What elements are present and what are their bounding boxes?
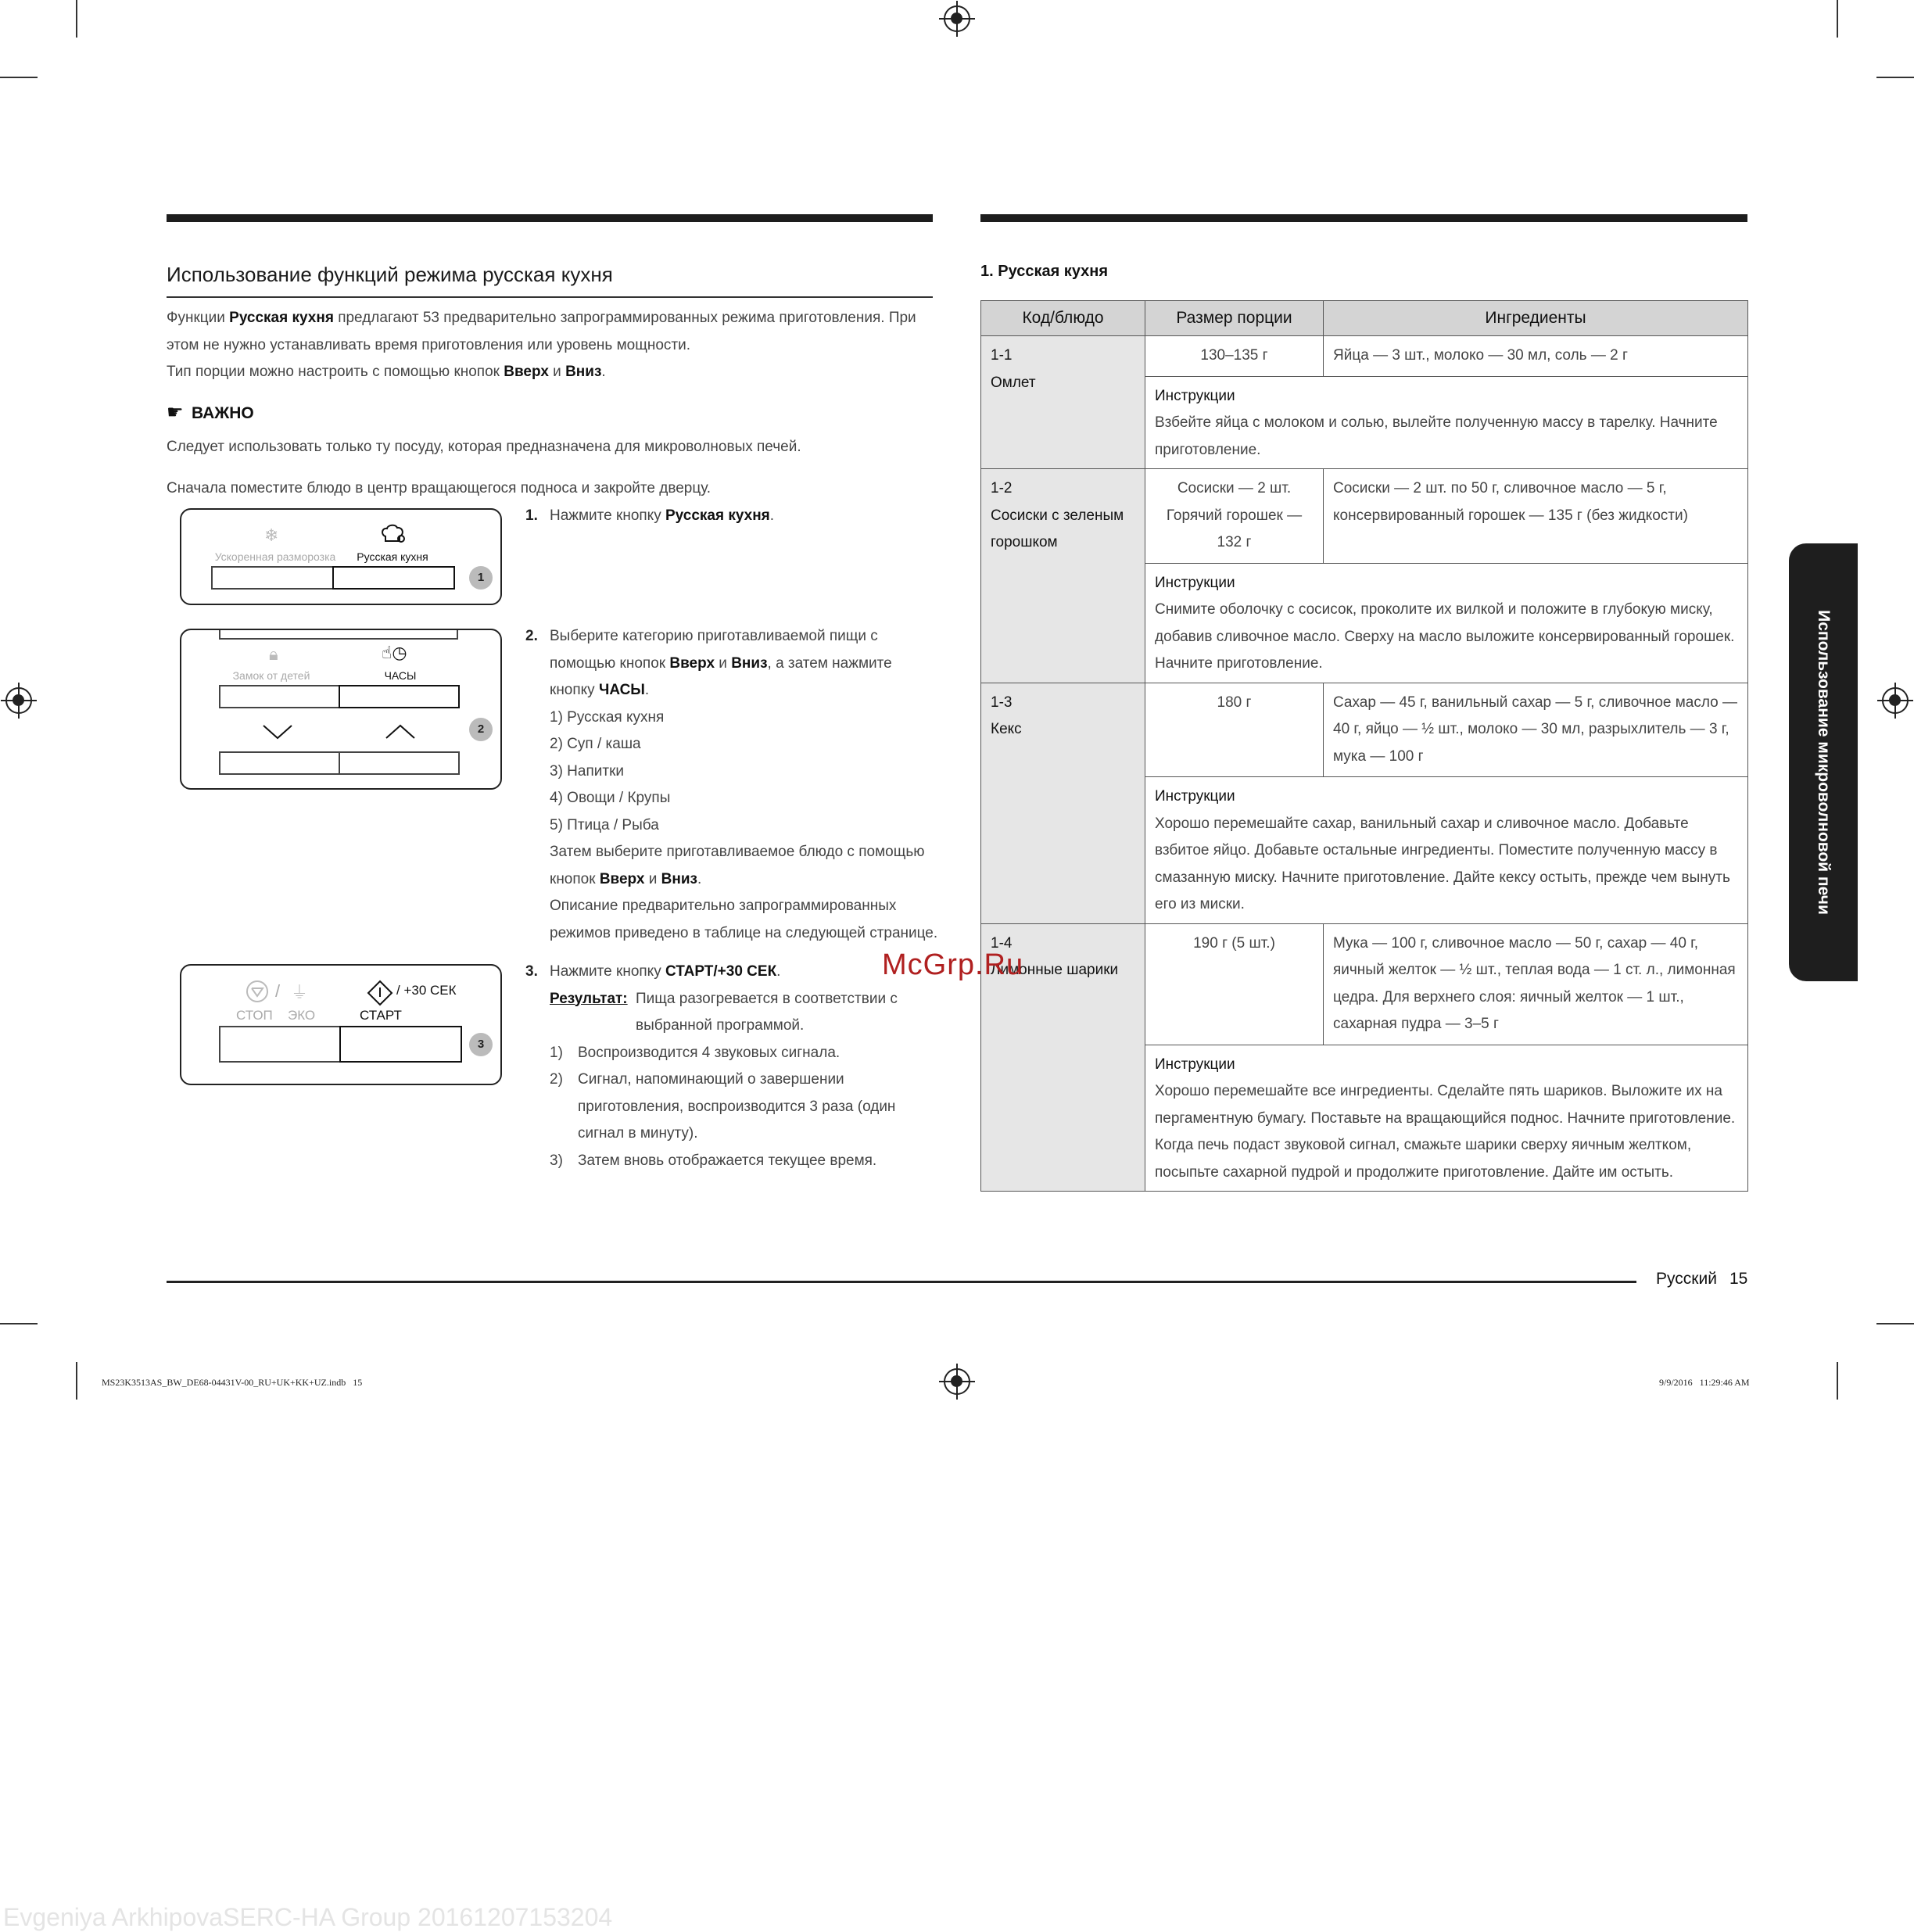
control-panel-3	[180, 964, 502, 1085]
up-button[interactable]	[339, 751, 460, 775]
slug-timestamp: 9/9/2016 11:29:46 AM	[1659, 1377, 1750, 1388]
header-code: Код/блюдо	[981, 301, 1145, 336]
portion-cell: 180 г	[1145, 683, 1324, 777]
instructions-cell: Инструкции Хорошо перемешайте сахар, ванильный сахар и сливочное масло. Добавьте взбитое яйцо. Добавьте остальные ингредиенты. Поместите полученную массу в смазанную миску. Начните приготовление. Дайте кексу остыть, прежде чем вынуть его из миски.	[1145, 777, 1748, 924]
footer-language: Русский	[1656, 1270, 1717, 1288]
registration-mark-icon	[944, 1368, 970, 1395]
instructions-cell: Инструкции Хорошо перемешайте все ингредиенты. Сделайте пять шариков. Выложите их на пергаментную бумагу. Поставьте на вращающийся поднос. Начните приготовление. Когда печь подаст звуковой сигнал, смажьте шарики сверху яичным желтком, посыпьте сахарной пудрой и продолжите приготовление. Дайте им остыть.	[1145, 1045, 1748, 1192]
step-badge-1: 1	[469, 566, 493, 590]
control-panel-1	[180, 508, 502, 605]
left-top-rule	[167, 214, 933, 222]
crop-mark	[0, 77, 38, 78]
dish-cell: 1-3 Кекс	[981, 683, 1145, 923]
table-row	[981, 336, 1748, 377]
registration-mark-icon	[1882, 687, 1909, 714]
portion-cell: Сосиски — 2 шт. Горячий горошек — 132 г	[1145, 469, 1324, 564]
lock-icon: 🔒︎	[269, 644, 278, 664]
side-tab-label: Использование микроволновой печи	[1815, 610, 1833, 915]
up-arrow-icon	[385, 722, 416, 741]
crop-mark	[1837, 0, 1838, 38]
instructions-cell: Инструкции Взбейте яйца с молоком и солью, вылейте полученную массу в тарелку. Начните приготовление.	[1145, 376, 1748, 469]
hand-clock-icon: ☝◷	[382, 643, 407, 662]
result-label: Результат:	[550, 990, 628, 1007]
child-lock-button[interactable]	[219, 685, 341, 708]
label-eco: ЭКО	[288, 1008, 316, 1023]
crop-mark	[1876, 77, 1914, 78]
portion-cell: 190 г (5 шт.)	[1145, 923, 1324, 1045]
crop-mark	[76, 0, 77, 38]
category-item: 5) Птица / Рыба	[550, 816, 659, 833]
snowflake-defrost-icon: ❄	[264, 525, 279, 545]
portion-cell: 130–135 г	[1145, 336, 1324, 377]
label-child-lock: Замок от детей	[232, 669, 310, 682]
crop-mark	[1837, 1362, 1838, 1400]
russian-cuisine-button[interactable]	[332, 566, 455, 590]
table-row	[981, 923, 1748, 1045]
slash-separator: /	[275, 981, 281, 1001]
step-badge-2: 2	[469, 718, 493, 741]
stop-eco-button[interactable]	[219, 1026, 342, 1063]
table-row	[981, 683, 1748, 777]
right-top-rule	[980, 214, 1747, 222]
table-row	[981, 469, 1748, 564]
header-ingredients: Ингредиенты	[1324, 301, 1748, 336]
crop-mark	[1876, 1323, 1914, 1324]
header-size: Размер порции	[1145, 301, 1324, 336]
instructions-cell: Инструкции Снимите оболочку с сосисок, проколите их вилкой и положите в глубокую миску, добавив сливочное масло. Сверху на масло выложите консервированный горошек. Начните приготовление.	[1145, 563, 1748, 683]
control-panel-2	[180, 629, 502, 790]
label-stop: СТОП	[236, 1008, 273, 1023]
category-item: 2) Суп / каша	[550, 736, 641, 752]
step-1: 1. Нажмите кнопку Русская кухня.	[525, 507, 775, 524]
crop-mark	[76, 1362, 77, 1400]
label-clock: ЧАСЫ	[384, 669, 417, 682]
result-item: 2) Сигнал, напоминающий о завершении приготовления, воспроизводится 3 раза (один сигнал в минуту).	[550, 1071, 896, 1142]
crop-mark	[0, 1323, 38, 1324]
category-item: 3) Напитки	[550, 762, 624, 780]
dish-cell: 1-1 Омлет	[981, 336, 1145, 469]
down-arrow-icon	[262, 722, 293, 741]
step-3: 3. Нажмите кнопку СТАРТ/+30 СЕК. Результат: Пища разогревается в соответствии с выбранной программой. 1) Воспроизводится 4 звуковых сигнала. 2) Сигнал, напоминающий о завершении приготовления, воспроизводится 3 раза (один сигнал в минуту). 3) Затем вновь отображается текущее время.	[525, 959, 948, 1174]
table-title: 1. Русская кухня	[980, 263, 1109, 280]
fast-defrost-button[interactable]	[211, 566, 336, 590]
ingredients-cell: Яйца — 3 шт., молоко — 30 мл, соль — 2 г	[1324, 336, 1748, 377]
footer-rule	[167, 1281, 1636, 1283]
table-header-row	[981, 301, 1748, 336]
recipes-table	[980, 300, 1748, 1192]
pre-step-text: Сначала поместите блюдо в центр вращающегося подноса и закройте дверцу.	[167, 480, 711, 496]
top-button-row[interactable]	[219, 630, 458, 640]
label-start: СТАРТ	[360, 1008, 402, 1023]
dish-cell: 1-2 Сосиски с зеленым горошком	[981, 469, 1145, 683]
registration-mark-icon	[944, 5, 970, 32]
category-item: 4) Овощи / Крупы	[550, 790, 671, 806]
ingredients-cell: Мука — 100 г, сливочное масло — 50 г, сахар — 40 г, яичный желток — ½ шт., теплая вода — 1 ст. л., лимонная цедра. Для верхнего слоя: яичный желток — 1 шт., сахарная пудра — 3–5 г	[1324, 923, 1748, 1045]
category-item: 1) Русская кухня	[550, 708, 665, 726]
dish-cell: 1-4 Лимонные шарики	[981, 923, 1145, 1192]
user-watermark: Evgeniya ArkhipovaSERC-HA Group 20161207153204	[3, 1903, 613, 1931]
title-rule	[167, 296, 933, 298]
note-text: Следует использовать только ту посуду, которая предназначена для микроволновых печей.	[167, 439, 801, 455]
site-watermark: McGrp.Ru	[882, 948, 1024, 981]
page-number: 15	[1729, 1270, 1748, 1288]
step-2: 2. Выберите категорию приготавливаемой пищи с помощью кнопок Вверх и Вниз, а затем нажмите кнопку ЧАСЫ. 1) Русская кухня 2) Суп / каша 3) Напитки 4) Овощи / Крупы 5) Птица / Рыба Затем выберите приготавливаемое блюдо с помощью кнопок Вверх и Вниз. Описание предварительно запрограммированных режимов приведено в таблице на следующей странице.	[525, 623, 948, 947]
note-heading: ☛ ВАЖНО	[167, 402, 254, 423]
chef-hat-icon	[380, 524, 403, 541]
step-badge-3: 3	[469, 1033, 493, 1056]
section-title: Использование функций режима русская кухня	[167, 263, 613, 286]
start-diamond-icon	[367, 980, 393, 1006]
label-plus-30-sec: / +30 СЕК	[396, 983, 457, 998]
result-item: 1) Воспроизводится 4 звуковых сигнала.	[550, 1044, 841, 1061]
pointing-hand-icon: ☛	[167, 402, 184, 423]
label-russian-cuisine: Русская кухня	[357, 550, 428, 563]
ingredients-cell: Сахар — 45 г, ванильный сахар — 5 г, сливочное масло — 40 г, яйцо — ½ шт., молоко — 30 мл, разрыхлитель — 3 г, мука — 100 г	[1324, 683, 1748, 777]
stop-icon	[246, 980, 269, 1003]
slug-filename: MS23K3513AS_BW_DE68-04431V-00_RU+UK+KK+UZ.indb 15	[102, 1377, 363, 1388]
clock-button[interactable]	[339, 685, 460, 708]
result-item: 3) Затем вновь отображается текущее время.	[550, 1152, 877, 1169]
label-fast-defrost: Ускоренная разморозка	[214, 550, 336, 563]
intro-paragraph: Функции Русская кухня предлагают 53 предварительно запрограммированных режима приготовления. При этом не нужно устанавливать время приготовления или уровень мощности. Тип порции можно настроить с помощью кнопок Вверх и Вниз.	[167, 310, 916, 380]
start-button[interactable]	[339, 1026, 462, 1063]
ingredients-cell: Сосиски — 2 шт. по 50 г, сливочное масло — 5 г, консервированный горошек — 135 г (без жидкости)	[1324, 469, 1748, 564]
registration-mark-icon	[5, 687, 32, 714]
eco-plug-icon: ⏚	[291, 983, 309, 1002]
down-button[interactable]	[219, 751, 341, 775]
